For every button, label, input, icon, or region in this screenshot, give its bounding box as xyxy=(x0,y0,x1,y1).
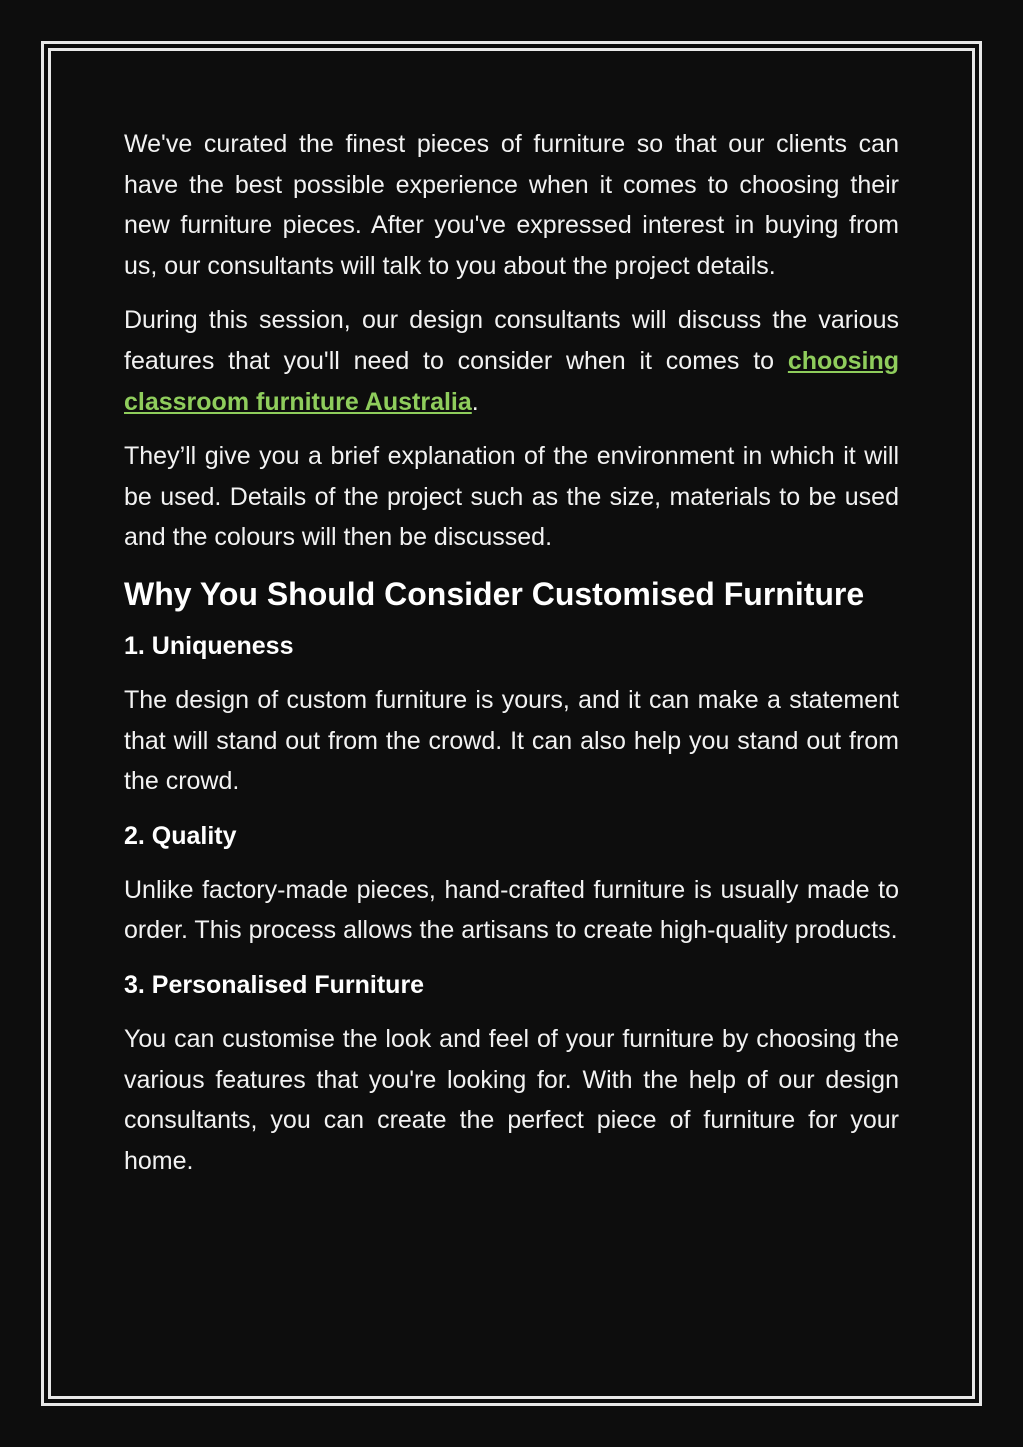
item-body-personalised: You can customise the look and feel of your furniture by choosing the various features that you're looking for. With the help of our design consultants, you can create the perfect piece of furniture for your home. xyxy=(124,1024,899,1175)
item-body-uniqueness: The design of custom furniture is yours, and it can make a statement that will stand out from the crowd. It can also help you stand out from the crowd. xyxy=(124,685,899,796)
section-title: Why You Should Consider Customised Furniture xyxy=(124,575,865,612)
session-paragraph xyxy=(124,300,899,422)
session-paragraph-text: During this session, our design consultants will discuss the various features that you'll need to consider when it comes to xyxy=(124,306,899,375)
intro-paragraph: We've curated the finest pieces of furniture so that our clients can have the best possible experience when it comes to choosing their new furniture pieces. After you've expressed interest in buying from us, our consultants will talk to you about the project details. xyxy=(124,130,899,280)
explanation-paragraph: They’ll give you a brief explanation of the environment in which it will be used. Details of the project such as the size, materials to be used and the colours will then be discussed. xyxy=(124,442,899,552)
item-heading-quality: 2. Quality xyxy=(124,821,237,850)
item-heading-uniqueness: 1. Uniqueness xyxy=(124,631,294,660)
classroom-furniture-link[interactable]: choosing classroom furniture Australia xyxy=(124,346,899,416)
item-body-quality: Unlike factory-made pieces, hand-crafted furniture is usually made to order. This process allows the artisans to create high-quality products. xyxy=(124,875,899,945)
article-body xyxy=(124,124,899,1195)
item-heading-personalised: 3. Personalised Furniture xyxy=(124,970,425,999)
session-paragraph-end: . xyxy=(471,387,479,416)
